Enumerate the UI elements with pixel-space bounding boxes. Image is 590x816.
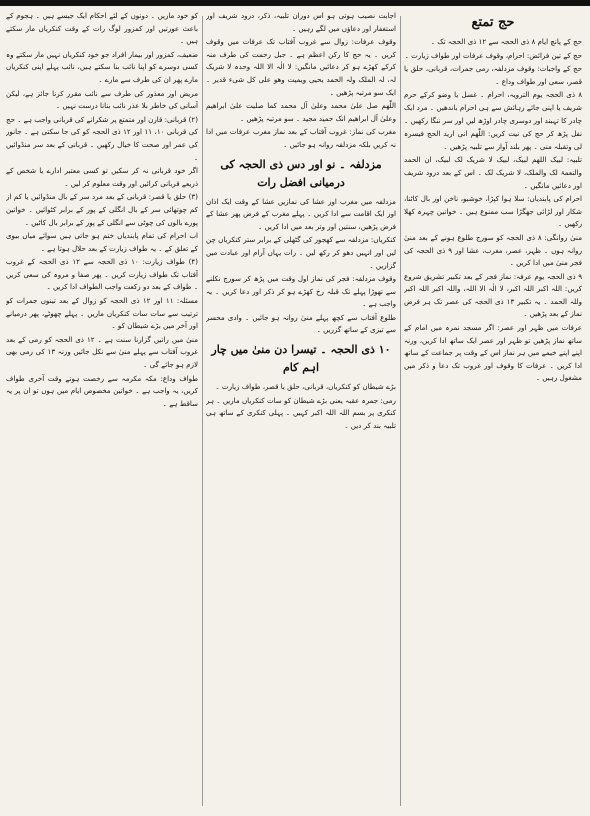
- column-divider: [400, 16, 401, 806]
- paragraph: اللّٰھم صل علیٰ محمد وعلیٰ آل محمد کما صلیت علیٰ ابراھیم وعلیٰ آل ابراھیم انک حمید مجید ۔ سو مرتبہ پڑھیں ۔: [206, 101, 396, 123]
- paragraph: کنکریاں: مزدلفہ سے کھجور کی گٹھلی کے برابر ستر کنکریاں چن لیں اور انہیں دھو کر رکھ لیں ۔ رات یہاں آرام اور عبادت میں گزاریں ۔: [206, 235, 396, 270]
- paragraph: وقوف مزدلفہ: فجر کی نماز اول وقت میں پڑھ کر سورج نکلنے سے تھوڑا پہلے تک قبلہ رخ کھڑے ہو کر ذکر اور دعا کریں ۔ یہ واجب ہے ۔: [206, 274, 396, 309]
- paragraph: حج کے تین فرائض: احرام، وقوف عرفات اور طواف زیارت ۔: [404, 50, 582, 60]
- paragraph: ۹ ذی الحجہ یوم عرفہ: نماز فجر کے بعد تکبیر تشریق شروع کریں: اللہ اکبر اللہ اکبر، لا الٰہ الا اللہ، واللہ اکبر اللہ اکبر وللہ الحمد ۔ یہ تکبیر ۱۳ ذی الحجہ کی عصر تک ہر فرض نماز کے بعد پڑھیں ۔: [404, 271, 582, 319]
- paragraph: مسئلہ: ۱۱ اور ۱۲ ذی الحجہ کو زوال کے بعد تینوں جمرات کو ترتیب سے سات سات کنکریاں ماریں ۔ پہلے چھوٹے، پھر درمیانے اور آخر میں بڑے شیطان کو ۔: [6, 296, 198, 331]
- paragraph: مزدلفہ میں مغرب اور عشا کی نمازیں عشا کے وقت ایک اذان اور ایک اقامت سے ادا کریں ۔ پہلے مغرب کے فرض پھر عشا کے فرض پڑھیں، سنتیں اور وتر بعد میں ادا کریں ۔: [206, 196, 396, 231]
- paragraph: عرفات میں ظہر اور عصر: اگر مسجد نمرہ میں امام کے ساتھ نماز پڑھیں تو ظہر اور عصر ایک ساتھ ادا کریں، ورنہ اپنے اپنے خیمے میں ہر نماز اس کے وقت پر جماعت کے ساتھ ادا کریں ۔ عرفات کا وقوف اور غروب تک دعا و ذکر میں مشغول رہیں ۔: [404, 323, 582, 383]
- paragraph: مغرب کی نماز: غروب آفتاب کے بعد نماز مغرب عرفات میں ادا نہ کریں بلکہ مزدلفہ روانہ ہو جائیں ۔: [206, 127, 396, 149]
- paragraph: تلبیہ: لبیک اللھم لبیک، لبیک لا شریک لک لبیک، ان الحمد والنعمۃ لک والملک، لا شریک لک ۔ اس کے بعد درود شریف اور دعائیں مانگیں ۔: [404, 155, 582, 190]
- paragraph: طواف وداع: مکہ مکرمہ سے رخصت ہوتے وقت آخری طواف کریں، یہ واجب ہے ۔ خواتین مخصوص ایام میں ہوں تو ان پر یہ ساقط ہے ۔: [6, 373, 198, 408]
- column-left: [6, 10, 198, 810]
- paragraph: بڑے شیطان کو کنکریاں، قربانی، حلق یا قصر، طواف زیارت ۔: [215, 382, 396, 392]
- paragraph: اگر خود قربانی نہ کر سکیں تو کسی معتبر ادارے یا شخص کے ذریعے قربانی کرائیں اور وقت معلوم کر لیں ۔: [6, 166, 198, 188]
- section-heading-muzdalifah: مزدلفہ ۔ نو اور دس ذی الحجہ کی درمیانی افضل رات: [220, 157, 382, 189]
- paragraph: نفل پڑھ کر حج کی نیت کریں: اللّٰھم انی ارید الحج فیسرہ لی وتقبلہ منی ۔ پھر بلند آواز سے تلبیہ پڑھیں ۔: [404, 129, 582, 151]
- paragraph: طلوع آفتاب سے کچھ پہلے منیٰ روانہ ہو جائیں ۔ وادی محسر سے تیزی کے ساتھ گزریں ۔: [206, 312, 396, 335]
- paragraph: ضعیف، کمزور اور بیمار افراد جو خود کنکریاں نہیں مار سکتے وہ کسی دوسرے کو اپنا نائب بنا سکتے ہیں، نائب پہلے اپنی کنکریاں مارے پھر ان کی طرف سے مارے ۔: [6, 49, 198, 84]
- newspaper-page: [6, 10, 584, 810]
- paragraph: ۸ ذی الحجہ یوم الترویہ، احرام ۔ غسل یا وضو کرکے حرم شریف یا اپنی جائے رہائش سے ہی احرام باندھیں ۔ مرد ایک چادر کا تہبند اور دوسری چادر اوڑھ لیں اور سر ننگا رکھیں ۔: [404, 90, 582, 125]
- paragraph: اب احرام کی تمام پابندیاں ختم ہو جاتی ہیں سوائے میاں بیوی کے تعلق کے ۔ یہ طواف زیارت کے بعد حلال ہوتا ہے ۔: [6, 231, 198, 253]
- paragraph: (۲) قربانی: قارن اور متمتع پر شکرانے کی قربانی واجب ہے ۔ حج کی قربانی ۱۰، ۱۱ اور ۱۲ ذی الحجہ کو کی جا سکتی ہے ۔ جانور کی عمر اور صحت کا خیال رکھیں ۔ قربانی کے بعد سر منڈوائیں ۔: [6, 114, 198, 162]
- paragraph: منیٰ روانگی: ۸ ذی الحجہ کو سورج طلوع ہونے کے بعد منیٰ روانہ ہوں ۔ ظہر، عصر، مغرب، عشا اور ۹ ذی الحجہ کی فجر منیٰ میں ادا کریں ۔: [404, 232, 582, 268]
- column-right: [404, 10, 582, 810]
- paragraph: منیٰ میں راتیں گزارنا سنت ہے ۔ ۱۲ ذی الحجہ کو رمی کے بعد غروب آفتاب سے پہلے منیٰ سے نکل جائیں ورنہ ۱۳ کی رمی بھی لازم ہو جائے گی ۔: [6, 334, 198, 370]
- section-heading-hajj-tamattu: حج تمتع: [471, 15, 515, 30]
- paragraph: حج کے واجبات: وقوف مزدلفہ، رمی جمرات، قربانی، حلق یا قصر، سعی اور طواف وداع ۔: [404, 64, 582, 86]
- paragraph: حج کے پانچ ایام ۸ ذی الحجہ سے ۱۲ ذی الحجہ تک ۔: [430, 37, 582, 46]
- section-heading-10-dhul-hijjah: ۱۰ ذی الحجہ ۔ تیسرا دن منیٰ میں چار اہم کام: [211, 343, 391, 375]
- column-middle: [206, 10, 396, 810]
- top-border: [0, 0, 590, 6]
- paragraph: کو خود ماریں ۔ دونوں کے لئے احکام ایک جیسے ہیں ۔ ہجوم کے باعث عورتیں اور کمزور لوگ رات کے وقت کنکریاں مار سکتے ہیں ۔: [6, 11, 198, 46]
- paragraph: (۴) طواف زیارت: ۱۰ ذی الحجہ سے ۱۲ ذی الحجہ کے غروب آفتاب تک طواف زیارت کریں ۔ پھر صفا و مروہ کی سعی کریں ۔ طواف کے بعد دو رکعت واجب الطواف ادا کریں ۔: [6, 257, 198, 292]
- paragraph: وقوف عرفات: زوال سے غروب آفتاب تک عرفات میں وقوف کریں ۔ یہ حج کا رکن اعظم ہے ۔ جبل رحمت کی طرف منہ کرکے کھڑے ہو کر دعائیں مانگیں: لا الٰہ الا اللہ وحدہ لا شریک لہ، لہ الملک ولہ الحمد یحیی ویمیت وھو علی کل شیء قدیر ۔ ایک سو مرتبہ پڑھیں ۔: [206, 37, 396, 97]
- paragraph: رمی: جمرہ عقبہ یعنی بڑے شیطان کو سات کنکریاں ماریں ۔ ہر کنکری پر بسم اللہ اللہ اکبر کہیں ۔ پہلی کنکری کے ساتھ ہی تلبیہ بند کر دیں ۔: [206, 395, 396, 430]
- paragraph: احرام کی پابندیاں: سلا ہوا کپڑا، خوشبو، ناخن اور بال کاٹنا، شکار اور لڑائی جھگڑا سب ممنوع ہیں ۔ خواتین چہرہ کھلا رکھیں ۔: [404, 194, 582, 229]
- column-divider: [202, 16, 203, 806]
- paragraph: (۳) حلق یا قصر: قربانی کے بعد مرد سر کے بال منڈوائیں یا کم از کم چوتھائی سر کے بال انگلی کے پور کے برابر کٹوائیں ۔ خواتین پورے بالوں کی چوٹی سے انگلی کے پور کے برابر بال کاٹیں ۔: [6, 192, 198, 227]
- paragraph: مریض اور معذور کی طرف سے نائب مقرر کرنا جائز ہے، لیکن آسانی کی خاطر بلا عذر نائب بنانا درست نہیں ۔: [6, 88, 198, 111]
- paragraph: اجابت نصیب ہوتی ہو اس دوران تلبیہ، ذکر، درود شریف اور استغفار اور دعاؤں میں لگے رہیں ۔: [206, 11, 396, 33]
